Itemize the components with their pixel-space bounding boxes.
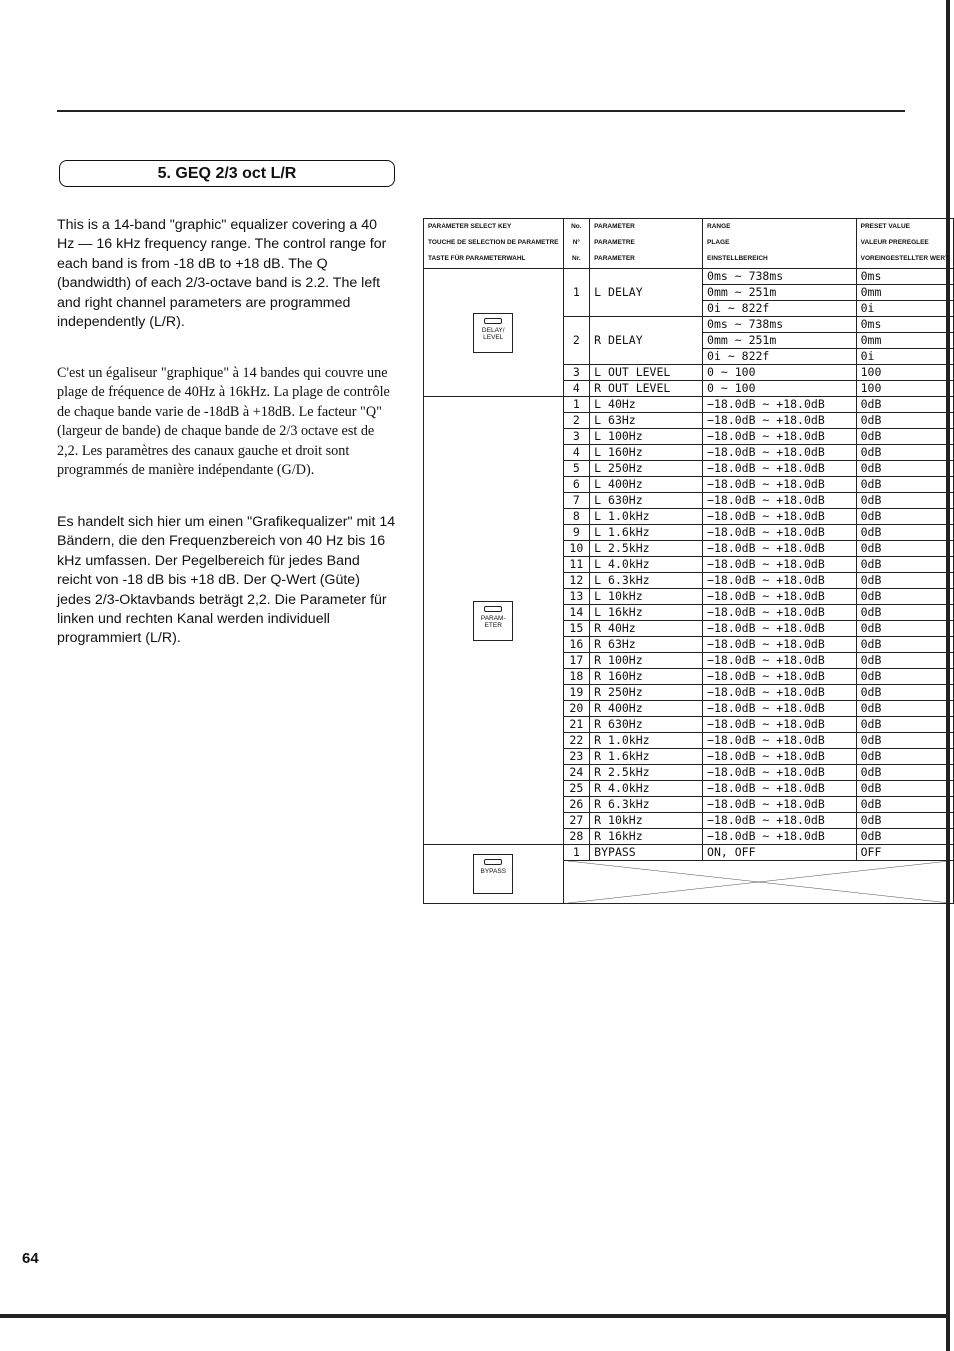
param-name: R DELAY bbox=[590, 317, 703, 365]
param-range: −18.0dB ~ +18.0dB bbox=[703, 637, 857, 653]
param-name: R 100Hz bbox=[590, 653, 703, 669]
table-row bbox=[424, 269, 954, 285]
param-number: 21 bbox=[563, 717, 590, 733]
param-preset: 0dB bbox=[856, 701, 953, 717]
paragraph-german: Es handelt sich hier um einen "Grafikequalizer" mit 14 Bändern, die den Frequenzbereich von 40 Hz bis 16 kHz umfassen. Der Pegelbereich für jedes Band reicht von -18 dB bis +18 dB. Der Q-Wert (Güte) jedes 2/3-Oktavbands beträgt 2,2. Die Parameter für linken und rechten Kanal werden individuell programmiert (L/R). bbox=[57, 514, 396, 647]
key-icon bbox=[484, 318, 502, 324]
param-number: 23 bbox=[563, 749, 590, 765]
param-range: 0mm ~ 251m bbox=[703, 333, 857, 349]
param-preset: 0dB bbox=[856, 717, 953, 733]
parameter-key bbox=[424, 397, 564, 845]
header-line: EINSTELLBEREICH bbox=[707, 255, 768, 262]
param-preset: 0dB bbox=[856, 541, 953, 557]
param-preset: 0dB bbox=[856, 637, 953, 653]
param-number: 3 bbox=[563, 365, 590, 381]
param-preset: 0dB bbox=[856, 429, 953, 445]
param-preset: 0dB bbox=[856, 605, 953, 621]
key-label: PARAM- bbox=[480, 614, 506, 622]
param-name: L 630Hz bbox=[590, 493, 703, 509]
param-range: ON, OFF bbox=[703, 845, 857, 861]
param-name: R 6.3kHz bbox=[590, 797, 703, 813]
param-name: R 400Hz bbox=[590, 701, 703, 717]
param-number: 2 bbox=[563, 413, 590, 429]
param-range: −18.0dB ~ +18.0dB bbox=[703, 813, 857, 829]
param-number: 24 bbox=[563, 765, 590, 781]
param-name: L 100Hz bbox=[590, 429, 703, 445]
header-no bbox=[563, 219, 590, 269]
param-range: −18.0dB ~ +18.0dB bbox=[703, 509, 857, 525]
param-preset: 0dB bbox=[856, 621, 953, 637]
param-preset: 0dB bbox=[856, 589, 953, 605]
param-number: 11 bbox=[563, 557, 590, 573]
param-name: L 16kHz bbox=[590, 605, 703, 621]
delay-level-key-button[interactable] bbox=[473, 313, 513, 353]
param-range: −18.0dB ~ +18.0dB bbox=[703, 525, 857, 541]
param-name: L 400Hz bbox=[590, 477, 703, 493]
paragraph-french: C'est un égaliseur "graphique" à 14 bandes qui couvre une plage de fréquence de 40Hz à 16kHz. La plage de contrôle de chaque bande varie de -18dB à +18dB. Le facteur "Q" (largeur de bande) de chaque bande de 2/3 octave est de 2,2. Les paramètres des canaux gauche et droit sont programmés de manière indépendante (G/D). bbox=[57, 365, 390, 479]
key-label: DELAY/ bbox=[481, 326, 505, 334]
param-number: 9 bbox=[563, 525, 590, 541]
top-rule bbox=[57, 110, 905, 112]
param-number: 15 bbox=[563, 621, 590, 637]
param-preset: 0dB bbox=[856, 653, 953, 669]
header-line: No. bbox=[571, 223, 582, 230]
param-number: 27 bbox=[563, 813, 590, 829]
param-range: −18.0dB ~ +18.0dB bbox=[703, 797, 857, 813]
param-range: −18.0dB ~ +18.0dB bbox=[703, 573, 857, 589]
parameter-key-button[interactable] bbox=[473, 601, 513, 641]
param-preset: 0dB bbox=[856, 749, 953, 765]
param-range: −18.0dB ~ +18.0dB bbox=[703, 621, 857, 637]
param-preset: 0dB bbox=[856, 765, 953, 781]
param-preset: 0dB bbox=[856, 573, 953, 589]
header-line: TASTE FÜR PARAMETERWAHL bbox=[428, 255, 526, 262]
param-range: −18.0dB ~ +18.0dB bbox=[703, 477, 857, 493]
param-preset: 0i bbox=[856, 301, 953, 317]
param-name: L 10kHz bbox=[590, 589, 703, 605]
param-number: 6 bbox=[563, 477, 590, 493]
param-range: −18.0dB ~ +18.0dB bbox=[703, 829, 857, 845]
cross-lines bbox=[568, 861, 950, 903]
param-range: 0ms ~ 738ms bbox=[703, 317, 857, 333]
param-number: 8 bbox=[563, 509, 590, 525]
param-number: 13 bbox=[563, 589, 590, 605]
section-title-box bbox=[59, 160, 395, 187]
param-preset: 0dB bbox=[856, 669, 953, 685]
param-number: 10 bbox=[563, 541, 590, 557]
param-preset: 0dB bbox=[856, 461, 953, 477]
param-preset: 0dB bbox=[856, 477, 953, 493]
param-range: −18.0dB ~ +18.0dB bbox=[703, 589, 857, 605]
param-range: −18.0dB ~ +18.0dB bbox=[703, 733, 857, 749]
param-name: R 2.5kHz bbox=[590, 765, 703, 781]
param-number: 1 bbox=[563, 397, 590, 413]
param-number: 2 bbox=[563, 317, 590, 365]
param-name: R 1.0kHz bbox=[590, 733, 703, 749]
param-range: −18.0dB ~ +18.0dB bbox=[703, 445, 857, 461]
param-range: −18.0dB ~ +18.0dB bbox=[703, 413, 857, 429]
header-line: VALEUR PREREGLEE bbox=[860, 239, 929, 246]
key-label: BYPASS bbox=[480, 868, 507, 875]
header-line: PRESET VALUE bbox=[860, 223, 910, 230]
header-key bbox=[424, 219, 564, 269]
header-row bbox=[424, 219, 954, 269]
key-icon bbox=[484, 859, 502, 865]
param-name: R OUT LEVEL bbox=[590, 381, 703, 397]
param-preset: 0mm bbox=[856, 333, 953, 349]
param-range: −18.0dB ~ +18.0dB bbox=[703, 701, 857, 717]
param-name: L 63Hz bbox=[590, 413, 703, 429]
param-number: 17 bbox=[563, 653, 590, 669]
param-number: 20 bbox=[563, 701, 590, 717]
param-name: R 10kHz bbox=[590, 813, 703, 829]
param-name: R 630Hz bbox=[590, 717, 703, 733]
param-range: 0 ~ 100 bbox=[703, 365, 857, 381]
param-range: −18.0dB ~ +18.0dB bbox=[703, 653, 857, 669]
header-line: N° bbox=[572, 239, 580, 246]
param-name: R 4.0kHz bbox=[590, 781, 703, 797]
param-name: R 63Hz bbox=[590, 637, 703, 653]
param-preset: 0dB bbox=[856, 685, 953, 701]
param-number: 3 bbox=[563, 429, 590, 445]
param-range: −18.0dB ~ +18.0dB bbox=[703, 461, 857, 477]
param-range: 0ms ~ 738ms bbox=[703, 269, 857, 285]
param-range: −18.0dB ~ +18.0dB bbox=[703, 781, 857, 797]
param-range: 0i ~ 822f bbox=[703, 349, 857, 365]
section-title: 5. GEQ 2/3 oct L/R bbox=[157, 165, 297, 182]
param-number: 16 bbox=[563, 637, 590, 653]
param-name: L 160Hz bbox=[590, 445, 703, 461]
delay-level-key bbox=[424, 269, 564, 397]
param-preset: 0dB bbox=[856, 781, 953, 797]
param-preset: 0dB bbox=[856, 797, 953, 813]
param-name: L 1.0kHz bbox=[590, 509, 703, 525]
header-line: TOUCHE DE SELECTION DE PARAMETRE bbox=[428, 239, 559, 246]
bypass-key bbox=[424, 845, 564, 904]
param-name: L 40Hz bbox=[590, 397, 703, 413]
param-name: L 6.3kHz bbox=[590, 573, 703, 589]
param-number: 7 bbox=[563, 493, 590, 509]
param-preset: 0dB bbox=[856, 813, 953, 829]
param-preset: 0dB bbox=[856, 557, 953, 573]
param-preset: OFF bbox=[856, 845, 953, 861]
param-range: −18.0dB ~ +18.0dB bbox=[703, 749, 857, 765]
crossed-blank-cell bbox=[563, 861, 954, 904]
param-range: −18.0dB ~ +18.0dB bbox=[703, 397, 857, 413]
parameter-table bbox=[423, 218, 954, 904]
table-row bbox=[424, 397, 954, 413]
header-line: RANGE bbox=[707, 223, 731, 230]
param-preset: 100 bbox=[856, 381, 953, 397]
param-name: L DELAY bbox=[590, 269, 703, 317]
header-line: VOREINGESTELLTER WERT bbox=[860, 255, 949, 262]
param-range: −18.0dB ~ +18.0dB bbox=[703, 429, 857, 445]
param-name: L 1.6kHz bbox=[590, 525, 703, 541]
param-number: 22 bbox=[563, 733, 590, 749]
param-range: −18.0dB ~ +18.0dB bbox=[703, 557, 857, 573]
param-preset: 0dB bbox=[856, 413, 953, 429]
param-number: 12 bbox=[563, 573, 590, 589]
param-preset: 0dB bbox=[856, 525, 953, 541]
param-preset: 0dB bbox=[856, 493, 953, 509]
header-line: PARAMETER SELECT KEY bbox=[428, 223, 512, 230]
param-preset: 0i bbox=[856, 349, 953, 365]
page-number: 64 bbox=[22, 1250, 39, 1267]
param-name: L 4.0kHz bbox=[590, 557, 703, 573]
param-name: R 250Hz bbox=[590, 685, 703, 701]
header-range bbox=[703, 219, 857, 269]
param-range: −18.0dB ~ +18.0dB bbox=[703, 717, 857, 733]
param-preset: 0dB bbox=[856, 397, 953, 413]
table-row bbox=[424, 845, 954, 861]
param-preset: 0dB bbox=[856, 829, 953, 845]
param-number: 18 bbox=[563, 669, 590, 685]
header-line: PARAMETER bbox=[594, 223, 635, 230]
header-line: PARAMETRE bbox=[594, 239, 635, 246]
param-number: 4 bbox=[563, 381, 590, 397]
header-line: PARAMETER bbox=[594, 255, 635, 262]
param-preset: 0mm bbox=[856, 285, 953, 301]
header-line: PLAGE bbox=[707, 239, 730, 246]
header-line: Nr. bbox=[572, 255, 581, 262]
param-name: L OUT LEVEL bbox=[590, 365, 703, 381]
param-name: R 160Hz bbox=[590, 669, 703, 685]
param-range: −18.0dB ~ +18.0dB bbox=[703, 669, 857, 685]
param-name: L 2.5kHz bbox=[590, 541, 703, 557]
header-preset bbox=[856, 219, 953, 269]
header-parameter bbox=[590, 219, 703, 269]
param-number: 19 bbox=[563, 685, 590, 701]
param-name: R 40Hz bbox=[590, 621, 703, 637]
bypass-key-button[interactable] bbox=[473, 854, 513, 894]
param-range: 0 ~ 100 bbox=[703, 381, 857, 397]
param-number: 26 bbox=[563, 797, 590, 813]
param-preset: 0dB bbox=[856, 509, 953, 525]
param-number: 28 bbox=[563, 829, 590, 845]
bottom-rule bbox=[0, 1314, 946, 1318]
param-name: R 1.6kHz bbox=[590, 749, 703, 765]
key-label: LEVEL bbox=[483, 333, 504, 341]
param-range: −18.0dB ~ +18.0dB bbox=[703, 605, 857, 621]
param-preset: 0dB bbox=[856, 733, 953, 749]
param-name: BYPASS bbox=[590, 845, 703, 861]
param-number: 25 bbox=[563, 781, 590, 797]
param-name: R 16kHz bbox=[590, 829, 703, 845]
param-number: 1 bbox=[563, 269, 590, 317]
param-range: −18.0dB ~ +18.0dB bbox=[703, 765, 857, 781]
param-name: L 250Hz bbox=[590, 461, 703, 477]
param-range: −18.0dB ~ +18.0dB bbox=[703, 541, 857, 557]
param-preset: 0ms bbox=[856, 269, 953, 285]
param-number: 1 bbox=[563, 845, 590, 861]
param-number: 14 bbox=[563, 605, 590, 621]
paragraph-english: This is a 14-band "graphic" equalizer covering a 40 Hz — 16 kHz frequency range. The control range for each band is from -18 dB to +18 dB. The Q (bandwidth) of each 2/3-octave band is 2.2. The left and right channel parameters are programmed independently (L/R). bbox=[57, 217, 387, 331]
param-number: 5 bbox=[563, 461, 590, 477]
param-range: −18.0dB ~ +18.0dB bbox=[703, 493, 857, 509]
param-preset: 100 bbox=[856, 365, 953, 381]
param-range: 0i ~ 822f bbox=[703, 301, 857, 317]
param-range: 0mm ~ 251m bbox=[703, 285, 857, 301]
key-label: ETER bbox=[484, 621, 502, 629]
param-range: −18.0dB ~ +18.0dB bbox=[703, 685, 857, 701]
param-number: 4 bbox=[563, 445, 590, 461]
param-preset: 0dB bbox=[856, 445, 953, 461]
param-preset: 0ms bbox=[856, 317, 953, 333]
key-icon bbox=[484, 606, 502, 612]
